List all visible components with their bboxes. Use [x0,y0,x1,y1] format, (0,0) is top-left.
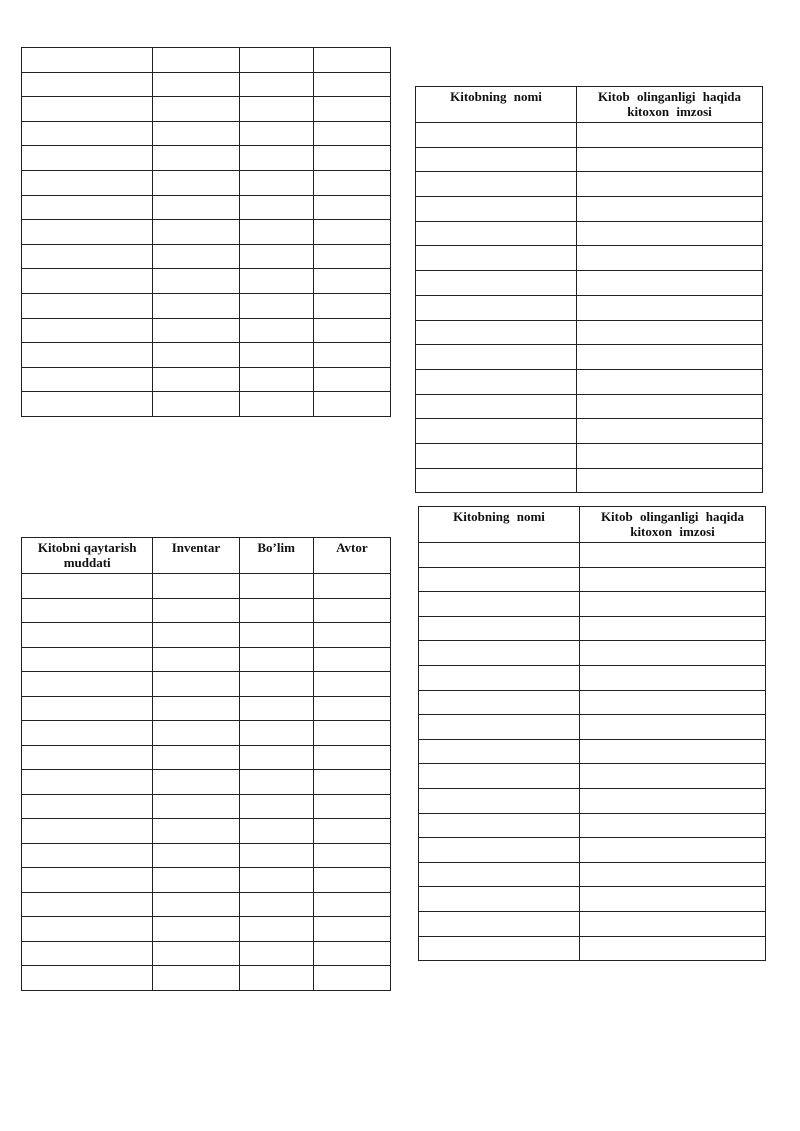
table-cell[interactable] [313,343,390,368]
table-cell[interactable] [313,293,390,318]
table-cell[interactable] [416,246,577,271]
table-row [22,195,391,220]
table-row [419,911,766,936]
table-cell[interactable] [313,745,390,770]
table-cell[interactable] [22,598,153,623]
table-cell[interactable] [22,574,153,599]
table-cell[interactable] [153,843,239,868]
table-cell[interactable] [22,220,153,245]
table-cell[interactable] [419,616,580,641]
table-cell[interactable] [580,715,766,740]
table-row [416,221,763,246]
table-cell[interactable] [580,641,766,666]
table-row [22,170,391,195]
table-row [416,419,763,444]
bottom-left-table [21,537,391,991]
table-cell[interactable] [22,146,153,171]
table-cell[interactable] [22,843,153,868]
table-cell[interactable] [239,195,313,220]
table-cell[interactable] [313,195,390,220]
table-cell[interactable] [239,672,313,697]
table-row [419,887,766,912]
table-cell[interactable] [419,739,580,764]
table-cell[interactable] [22,244,153,269]
table-cell[interactable] [313,721,390,746]
table-row [22,892,391,917]
table-cell[interactable] [22,72,153,97]
table-cell[interactable] [239,623,313,648]
table-cell[interactable] [239,72,313,97]
header-book-title: Kitobning nomi [416,87,577,123]
table-cell[interactable] [153,121,239,146]
table-cell[interactable] [313,367,390,392]
table-cell[interactable] [416,369,577,394]
table-row [419,567,766,592]
table-row [22,293,391,318]
header-author: Avtor [313,538,390,574]
table-row [419,715,766,740]
table-cell[interactable] [419,936,580,961]
table-cell[interactable] [153,966,239,991]
table-row [22,574,391,599]
table-cell[interactable] [419,641,580,666]
table-cell[interactable] [313,868,390,893]
table-cell[interactable] [153,97,239,122]
table-cell[interactable] [577,221,763,246]
table-cell[interactable] [416,197,577,222]
table-cell[interactable] [239,868,313,893]
table-cell[interactable] [239,917,313,942]
table-cell[interactable] [153,170,239,195]
table-cell[interactable] [239,843,313,868]
table-cell[interactable] [580,567,766,592]
table-cell[interactable] [416,147,577,172]
table-cell[interactable] [153,48,239,73]
table-cell[interactable] [419,911,580,936]
table-cell[interactable] [313,892,390,917]
table-row [22,917,391,942]
table-cell[interactable] [22,392,153,417]
table-cell[interactable] [239,647,313,672]
table-cell[interactable] [577,394,763,419]
table-cell[interactable] [239,293,313,318]
table-row [419,813,766,838]
table-row [419,641,766,666]
table-cell[interactable] [419,690,580,715]
table-row [22,941,391,966]
table-cell[interactable] [239,892,313,917]
table-cell[interactable] [419,887,580,912]
table-cell[interactable] [153,917,239,942]
table-cell[interactable] [416,394,577,419]
table-cell[interactable] [419,862,580,887]
table-cell[interactable] [239,97,313,122]
table-cell[interactable] [577,320,763,345]
table-cell[interactable] [22,367,153,392]
table-cell[interactable] [153,696,239,721]
table-cell[interactable] [153,598,239,623]
table-cell[interactable] [22,941,153,966]
table-row [419,838,766,863]
table-cell[interactable] [239,794,313,819]
table-row [22,146,391,171]
table-row [22,367,391,392]
table-cell[interactable] [22,819,153,844]
table-row [22,244,391,269]
table-cell[interactable] [577,271,763,296]
table-cell[interactable] [580,616,766,641]
table-cell[interactable] [22,770,153,795]
table-cell[interactable] [416,419,577,444]
table-row [22,819,391,844]
table-cell[interactable] [22,318,153,343]
table-cell[interactable] [313,220,390,245]
table-row [419,616,766,641]
table-row [416,295,763,320]
table-cell[interactable] [22,647,153,672]
table-row [22,794,391,819]
table-cell[interactable] [153,343,239,368]
table-row [419,788,766,813]
table-cell[interactable] [313,770,390,795]
table-cell[interactable] [416,271,577,296]
table-cell[interactable] [22,195,153,220]
table-row [22,843,391,868]
table-cell[interactable] [239,574,313,599]
table-row [22,598,391,623]
table-cell[interactable] [239,343,313,368]
table-cell[interactable] [577,468,763,493]
header-row [22,538,391,574]
table-row [419,690,766,715]
table-row [419,592,766,617]
table-cell[interactable] [313,244,390,269]
table-cell[interactable] [580,739,766,764]
table-cell[interactable] [22,623,153,648]
table-cell[interactable] [239,269,313,294]
table-cell[interactable] [419,788,580,813]
table-row [419,543,766,568]
table-cell[interactable] [153,146,239,171]
table-cell[interactable] [239,170,313,195]
table-cell[interactable] [239,696,313,721]
table-cell[interactable] [416,320,577,345]
table-cell[interactable] [153,244,239,269]
table-cell[interactable] [153,672,239,697]
table-cell[interactable] [153,318,239,343]
table-cell[interactable] [580,665,766,690]
table-row [22,72,391,97]
table-row [22,269,391,294]
table-cell[interactable] [419,543,580,568]
table-row [22,770,391,795]
table-cell[interactable] [416,221,577,246]
table-cell[interactable] [239,48,313,73]
table-cell[interactable] [239,598,313,623]
table-cell[interactable] [419,592,580,617]
table-cell[interactable] [22,269,153,294]
table-cell[interactable] [313,623,390,648]
table-cell[interactable] [22,966,153,991]
table-row [416,468,763,493]
table-cell[interactable] [313,72,390,97]
table-cell[interactable] [153,868,239,893]
table-cell[interactable] [577,369,763,394]
table-cell[interactable] [577,345,763,370]
table-cell[interactable] [313,598,390,623]
table-cell[interactable] [580,592,766,617]
table-cell[interactable] [153,721,239,746]
table-cell[interactable] [419,567,580,592]
top-left-table [21,47,391,417]
table-cell[interactable] [313,941,390,966]
table-cell[interactable] [153,745,239,770]
table-cell[interactable] [239,745,313,770]
header-row [416,87,763,123]
table-cell[interactable] [577,123,763,148]
table-cell[interactable] [577,419,763,444]
table-row [22,623,391,648]
table-row [419,764,766,789]
table-cell[interactable] [577,172,763,197]
table-cell[interactable] [153,72,239,97]
table-row [419,665,766,690]
table-cell[interactable] [577,197,763,222]
top-left-table-body [22,48,391,417]
table-cell[interactable] [153,647,239,672]
table-cell[interactable] [239,941,313,966]
table-cell[interactable] [22,917,153,942]
table-cell[interactable] [153,892,239,917]
table-cell[interactable] [239,244,313,269]
table-row [22,745,391,770]
table-cell[interactable] [577,443,763,468]
table-cell[interactable] [313,97,390,122]
table-cell[interactable] [239,819,313,844]
table-cell[interactable] [416,172,577,197]
table-cell[interactable] [416,443,577,468]
table-cell[interactable] [313,966,390,991]
table-cell[interactable] [153,574,239,599]
table-cell[interactable] [313,917,390,942]
table-cell[interactable] [239,721,313,746]
table-row [22,868,391,893]
table-cell[interactable] [22,48,153,73]
table-cell[interactable] [580,543,766,568]
table-cell[interactable] [239,146,313,171]
table-row [22,647,391,672]
table-cell[interactable] [580,887,766,912]
table-cell[interactable] [153,623,239,648]
table-row [22,696,391,721]
table-row [419,862,766,887]
table-cell[interactable] [313,794,390,819]
table-cell[interactable] [313,318,390,343]
table-cell[interactable] [577,295,763,320]
table-cell[interactable] [153,269,239,294]
table-cell[interactable] [580,936,766,961]
table-cell[interactable] [22,794,153,819]
table-row [22,721,391,746]
table-cell[interactable] [313,574,390,599]
table-cell[interactable] [313,269,390,294]
table-cell[interactable] [419,715,580,740]
table-cell[interactable] [22,868,153,893]
table-row [416,320,763,345]
table-cell[interactable] [22,721,153,746]
table-cell[interactable] [313,647,390,672]
table-row [22,318,391,343]
table-row [416,443,763,468]
table-row [22,343,391,368]
table-cell[interactable] [22,696,153,721]
table-cell[interactable] [239,121,313,146]
table-cell[interactable] [153,392,239,417]
bottom-left-table-body [22,574,391,991]
table-cell[interactable] [239,392,313,417]
table-cell[interactable] [419,813,580,838]
table-cell[interactable] [239,318,313,343]
table-cell[interactable] [313,392,390,417]
table-row [416,271,763,296]
table-cell[interactable] [416,123,577,148]
header-reader-signature: Kitob olinganligi haqida kitoxon imzosi [577,87,763,123]
table-cell[interactable] [239,966,313,991]
table-cell[interactable] [419,764,580,789]
table-cell[interactable] [419,665,580,690]
table-cell[interactable] [153,770,239,795]
header-reader-signature: Kitob olinganligi haqida kitoxon imzosi [580,507,766,543]
table-cell[interactable] [153,220,239,245]
table-cell[interactable] [580,764,766,789]
table-cell[interactable] [22,343,153,368]
table-row [419,936,766,961]
table-cell[interactable] [22,293,153,318]
table-row [22,220,391,245]
table-row [22,392,391,417]
top-right-table-body [416,123,763,493]
table-cell[interactable] [580,838,766,863]
header-return-deadline: Kitobni qaytarish muddati [22,538,153,574]
table-cell[interactable] [580,690,766,715]
table-cell[interactable] [580,911,766,936]
header-book-title: Kitobning nomi [419,507,580,543]
table-row [416,394,763,419]
table-cell[interactable] [313,146,390,171]
table-cell[interactable] [22,745,153,770]
table-cell[interactable] [313,121,390,146]
table-row [416,246,763,271]
table-cell[interactable] [22,121,153,146]
table-row [22,97,391,122]
table-cell[interactable] [416,345,577,370]
table-cell[interactable] [153,794,239,819]
table-row [22,966,391,991]
table-cell[interactable] [22,97,153,122]
bottom-right-table-body [419,543,766,961]
table-cell[interactable] [22,170,153,195]
table-cell[interactable] [153,367,239,392]
table-cell[interactable] [416,295,577,320]
table-cell[interactable] [313,696,390,721]
top-right-table [415,86,763,493]
table-row [22,672,391,697]
table-cell[interactable] [153,195,239,220]
table-cell[interactable] [577,246,763,271]
table-cell[interactable] [313,170,390,195]
table-row [22,121,391,146]
table-cell[interactable] [239,367,313,392]
table-cell[interactable] [22,892,153,917]
table-cell[interactable] [313,819,390,844]
table-cell[interactable] [239,220,313,245]
table-cell[interactable] [153,941,239,966]
table-cell[interactable] [313,48,390,73]
table-cell[interactable] [580,813,766,838]
table-row [416,345,763,370]
table-cell[interactable] [580,788,766,813]
table-row [419,739,766,764]
header-inventory: Inventar [153,538,239,574]
table-row [416,369,763,394]
table-cell[interactable] [239,770,313,795]
table-cell[interactable] [153,293,239,318]
table-cell[interactable] [419,838,580,863]
table-row [22,48,391,73]
header-section: Bo’lim [239,538,313,574]
table-row [416,123,763,148]
table-cell[interactable] [580,862,766,887]
table-row [416,147,763,172]
bottom-right-table [418,506,766,961]
table-row [416,172,763,197]
table-cell[interactable] [577,147,763,172]
table-cell[interactable] [153,819,239,844]
table-cell[interactable] [416,468,577,493]
table-cell[interactable] [22,672,153,697]
table-cell[interactable] [313,843,390,868]
table-row [416,197,763,222]
table-cell[interactable] [313,672,390,697]
header-row [419,507,766,543]
